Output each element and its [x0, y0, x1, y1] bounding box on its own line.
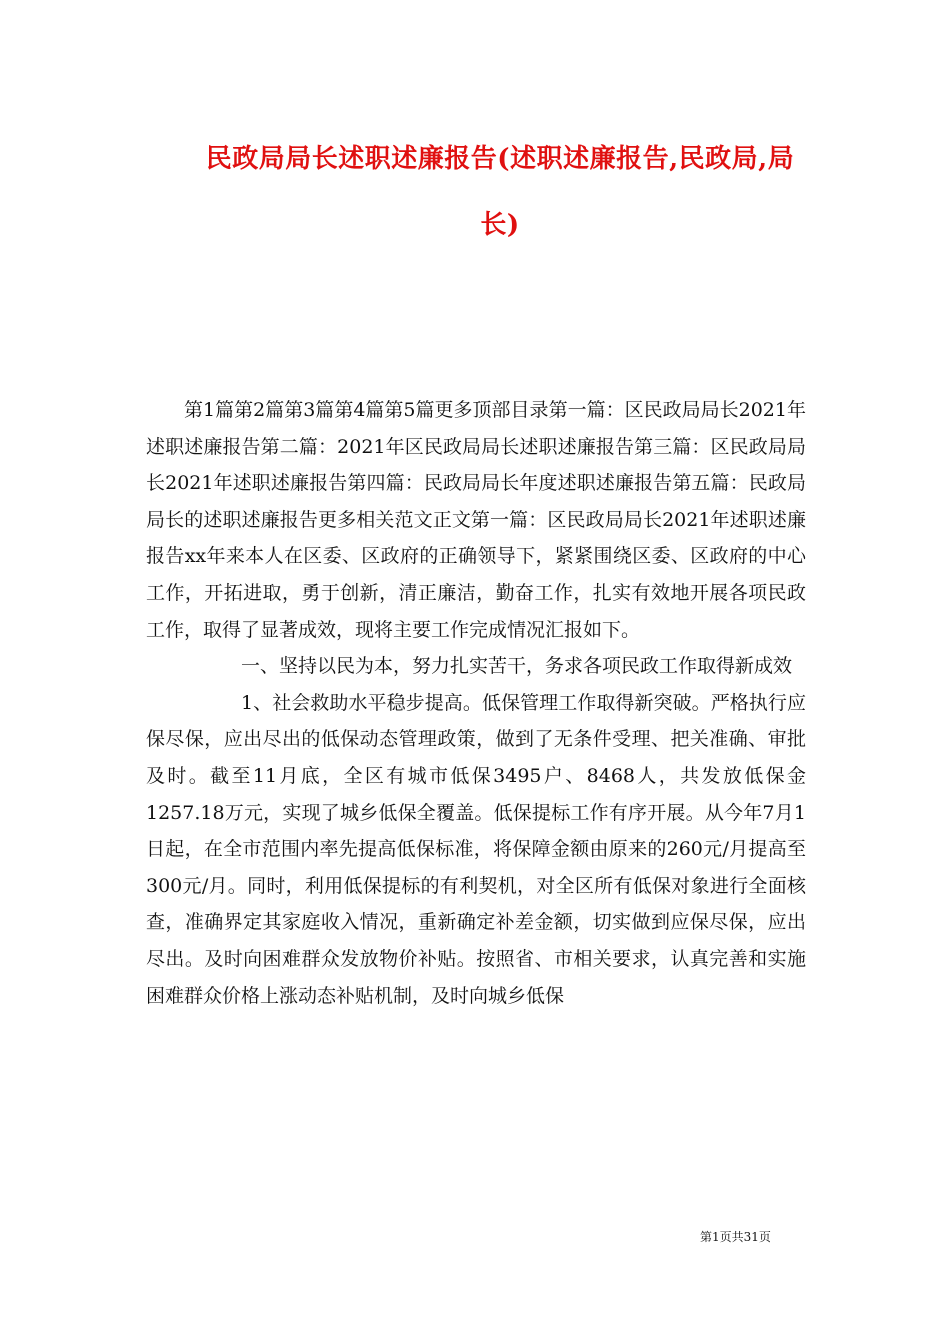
paragraph-social-assistance: 1、社会救助水平稳步提高。低保管理工作取得新突破。严格执行应保尽保，应出尽出的低保动态管理政策，做到了无条件受理、把关准确、审批及时。截至11月底，全区有城市低保3495户、8468人，共发放低保金1257.18万元，实现了城乡低保全覆盖。低保提标工作有序开展。从今年7月1日起，在全市范围内率先提高低保标准，将保障金额由原来的260元/月提高至300元/月。同时，利用低保提标的有利契机，对全区所有低保对象进行全面核查，准确界定其家庭收入情况，重新确定补差金额，切实做到应保尽保，应出尽出。及时向困难群众发放物价补贴。按照省、市相关要求，认真完善和实施困难群众价格上涨动态补贴机制，及时向城乡低保: [146, 691, 806, 1007]
page-number: 第1页共31页: [700, 1230, 771, 1244]
document-body: [146, 392, 806, 1014]
document-title: 民政局局长述职述廉报告(述职述廉报告,民政局,局长): [205, 144, 795, 240]
section-heading-one: 一、坚持以民为本，努力扎实苦干，务求各项民政工作取得新成效: [241, 655, 793, 678]
paragraph-table-of-contents: 第1篇第2篇第3篇第4篇第5篇更多顶部目录第一篇：区民政局局长2021年述职述廉报告第二篇：2021年区民政局局长述职述廉报告第三篇：区民政局局长2021年述职述廉报告第四篇：民政局局长年度述职述廉报告第五篇：民政局局长的述职述廉报告更多相关范文正文第一篇：区民政局局长2021年述职述廉报告xx年来本人在区委、区政府的正确领导下，紧紧围绕区委、区政府的中心工作，开拓进取，勇于创新，清正廉洁，勤奋工作，扎实有效地开展各项民政工作，取得了显著成效，现将主要工作完成情况汇报如下。: [146, 399, 806, 641]
